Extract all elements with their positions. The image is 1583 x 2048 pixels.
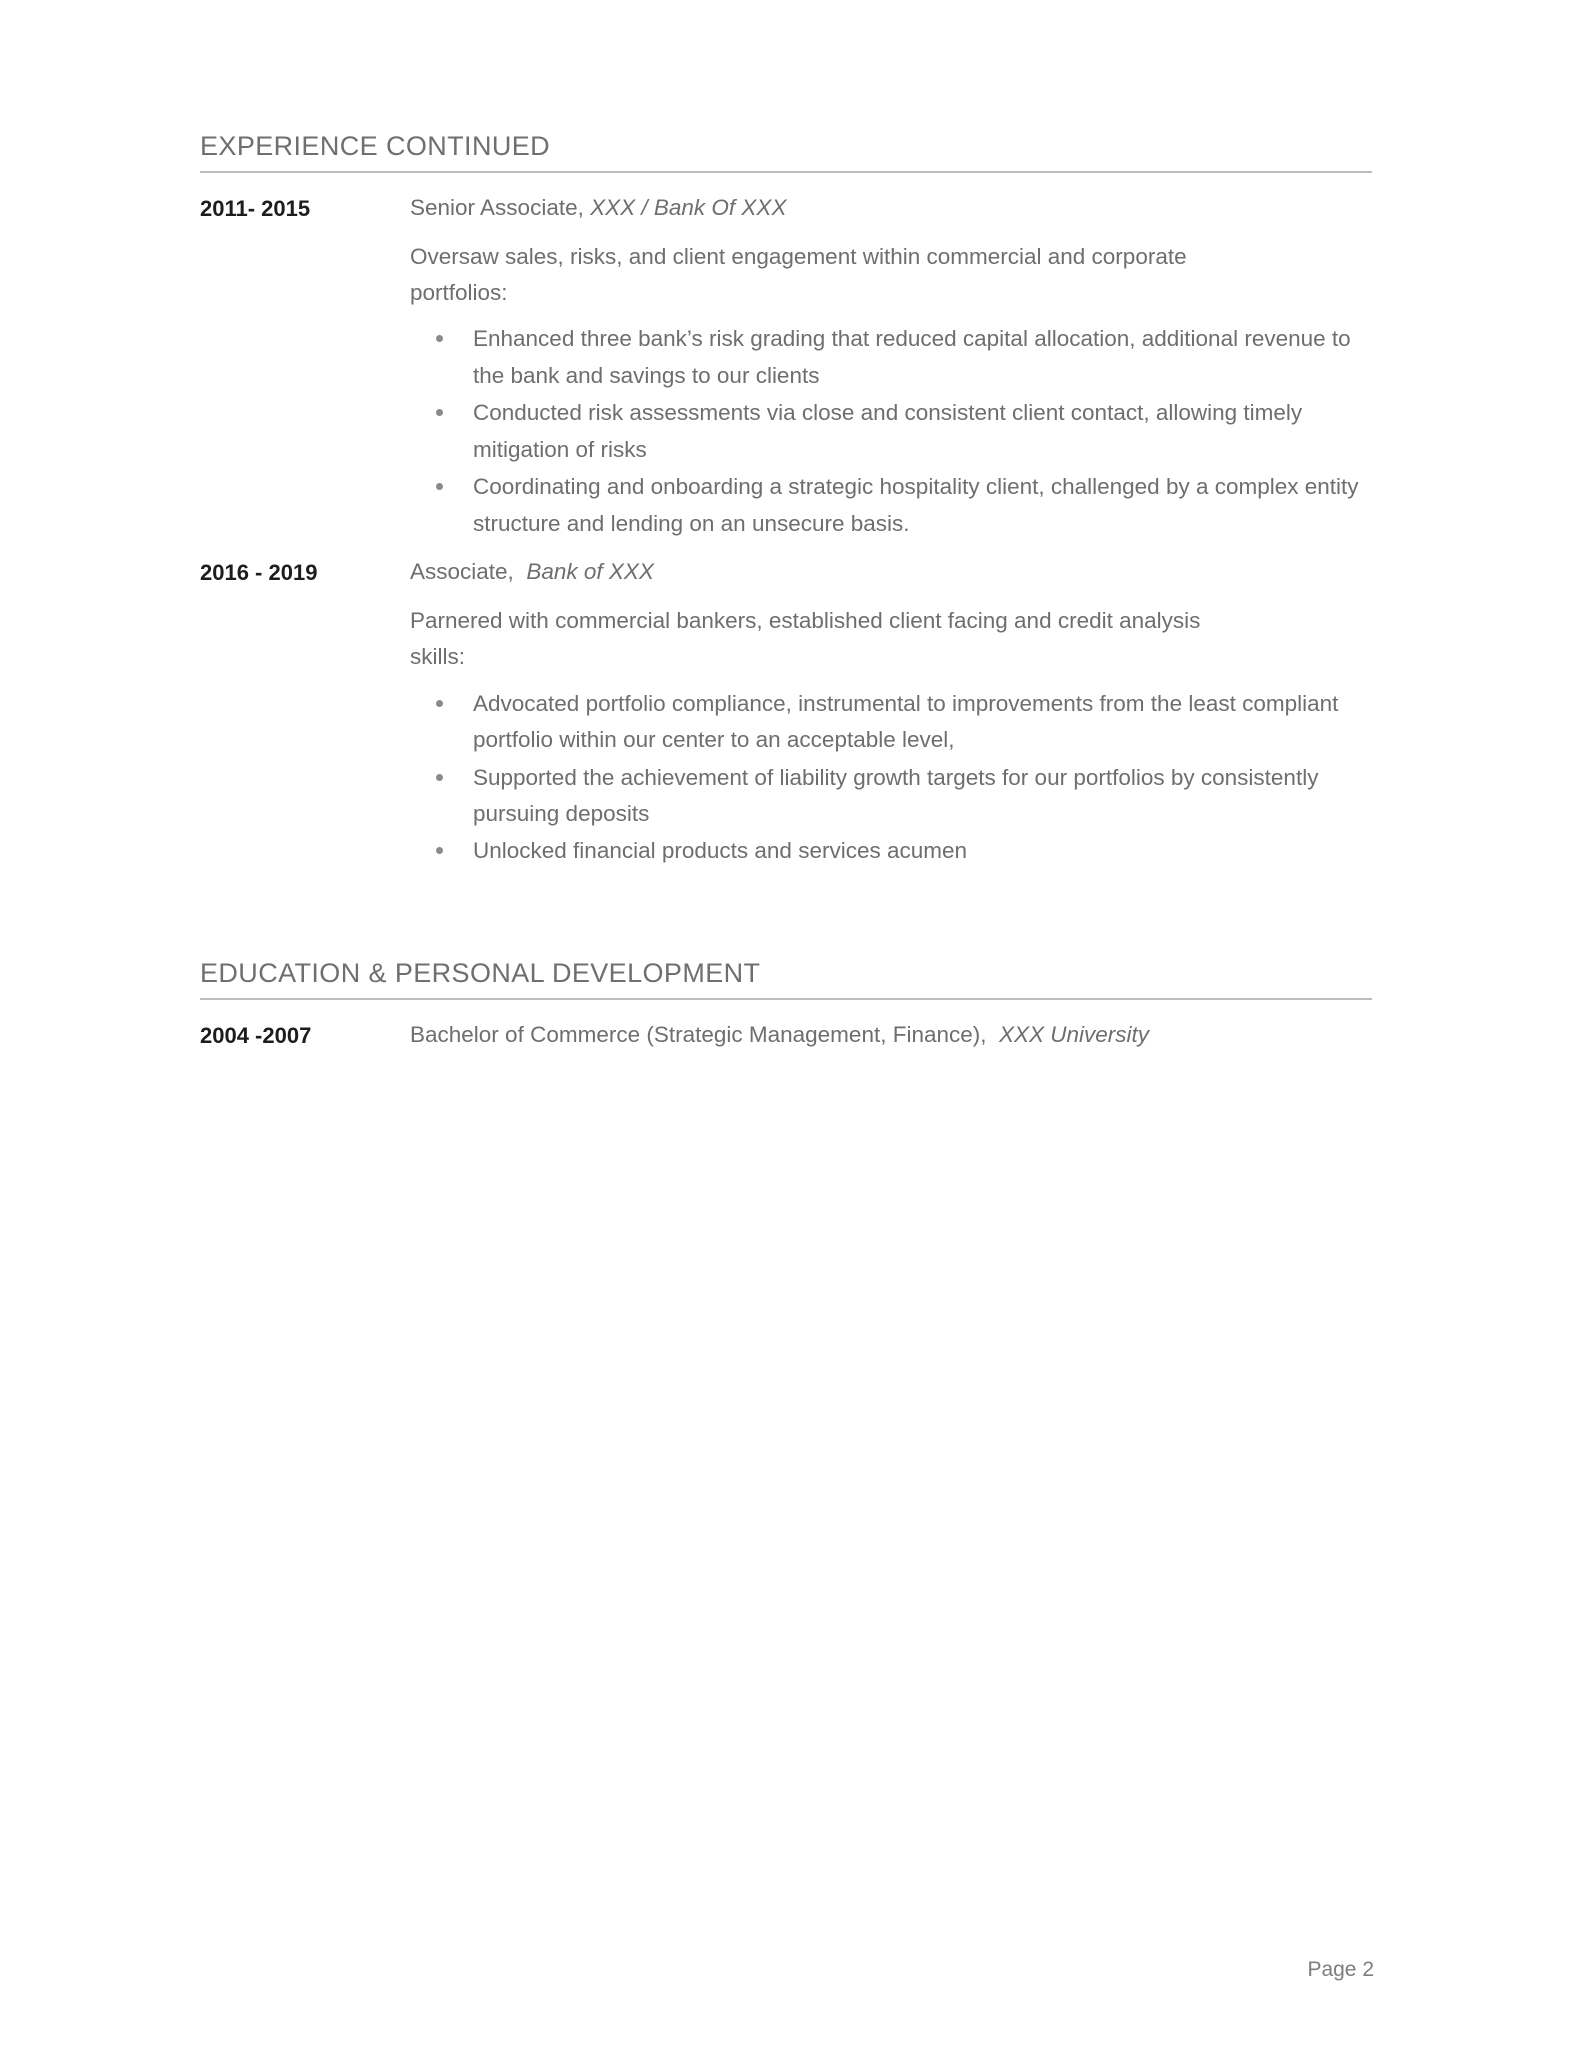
entry-spacer — [200, 545, 1372, 555]
entry-organization: XXX / Bank Of XXX — [590, 194, 787, 220]
entry-summary: Oversaw sales, risks, and client engagement within commercial and corporate portfolios: — [410, 243, 1187, 305]
bullet-item — [410, 686, 1372, 759]
bullet-point-icon — [436, 847, 443, 854]
entry-summary: Parnered with commercial bankers, established client facing and credit analysis skills: — [410, 607, 1201, 670]
section-divider-education — [200, 998, 1372, 1000]
bullet-item — [410, 469, 1372, 542]
entry-role: Associate, — [410, 559, 527, 584]
entry-body — [410, 555, 1372, 871]
entry-bullet-list — [410, 321, 1372, 542]
bullet-point-icon — [436, 700, 443, 707]
section-divider-experience — [200, 171, 1372, 173]
page-content — [200, 130, 1372, 1055]
bullet-item — [410, 760, 1372, 833]
experience-entry — [200, 191, 1372, 543]
bullet-point-icon — [436, 335, 443, 342]
bullet-text: Coordinating and onboarding a strategic hospitality client, challenged by a complex entity structure and lending on an unsecure basis. — [473, 474, 1359, 536]
education-entry — [200, 1018, 1372, 1053]
bullet-point-icon — [436, 483, 443, 490]
entry-dates: 2016 - 2019 — [200, 560, 318, 585]
section-experience — [200, 130, 1372, 871]
entry-body — [410, 191, 1372, 543]
entry-role: Senior Associate, — [410, 194, 591, 220]
bullet-item — [410, 321, 1372, 394]
entry-dates: 2011- 2015 — [200, 195, 311, 221]
entry-dates: 2004 -2007 — [200, 1022, 312, 1048]
bullet-text: Supported the achievement of liability growth targets for our portfolios by consistently pursuing deposits — [473, 764, 1319, 826]
bullet-text: Advocated portfolio compliance, instrumental to improvements from the least compliant portfolio within our center to an acceptable level, — [473, 690, 1339, 753]
bullet-text: Unlocked financial products and services acumen — [473, 838, 968, 864]
entry-heading — [410, 555, 1372, 589]
entry-body — [410, 1018, 1372, 1052]
bullet-text: Conducted risk assessments via close and consistent client contact, allowing timely mitigation of risks — [473, 400, 1303, 462]
section-title-education: EDUCATION & PERSONAL DEVELOPMENT — [200, 957, 761, 988]
experience-entry — [200, 555, 1372, 871]
bullet-item — [410, 833, 1372, 869]
bullet-point-icon — [436, 774, 443, 781]
page-number: Page 2 — [1307, 1957, 1374, 1981]
entry-heading — [410, 191, 1372, 225]
bullet-point-icon — [436, 409, 443, 416]
section-spacer — [200, 873, 1372, 957]
page-footer — [0, 1955, 1374, 1984]
entry-heading — [410, 1018, 1372, 1052]
bullet-text: Enhanced three bank’s risk grading that reduced capital allocation, additional revenue to the bank and savings to our clients — [473, 326, 1351, 388]
entry-bullet-list — [410, 686, 1372, 870]
section-title-experience: EXPERIENCE CONTINUED — [200, 131, 551, 161]
entry-organization: Bank of XXX — [526, 559, 654, 584]
section-education — [200, 957, 1372, 1053]
entry-institution: XXX University — [999, 1021, 1150, 1047]
bullet-item — [410, 395, 1372, 468]
entry-degree: Bachelor of Commerce (Strategic Management, Finance), — [410, 1021, 999, 1047]
